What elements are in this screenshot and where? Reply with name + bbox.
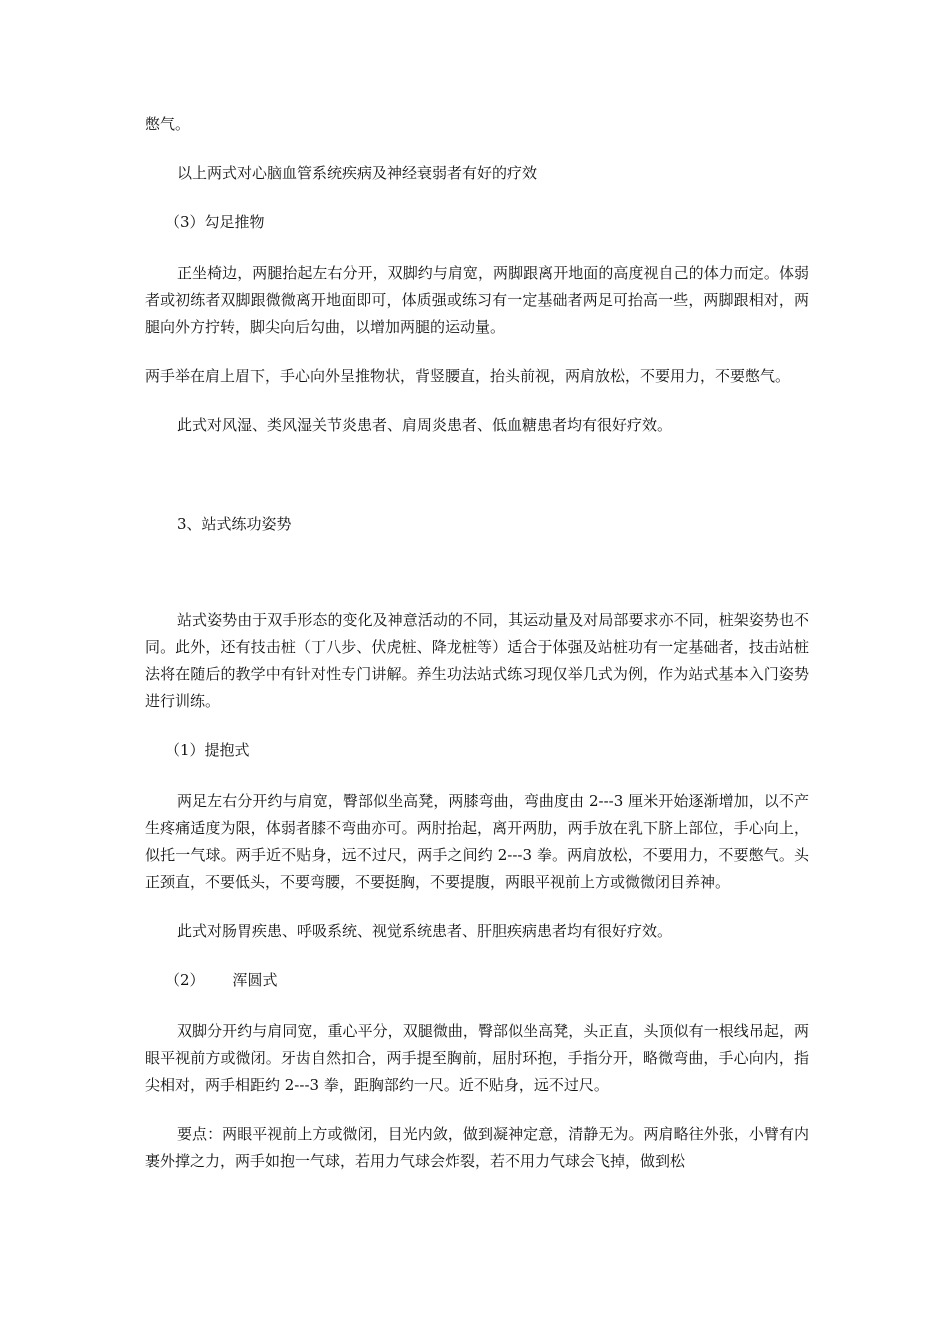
paragraph-hunyuan-description: 双脚分开约与肩同宽，重心平分，双腿微曲，臀部似坐高凳，头正直，头顶似有一根线吊起，两眼平视前方或微闭。牙齿自然扣合，两手提至胸前，屈肘环抱，手指分开，略微弯曲，手心向内，指尖相对，两手相距约 2---3 拳，距胸部约一尺。近不贴身，远不过尺。 (145, 1022, 809, 1094)
heading-standing-postures: 3、站式练功姿势 (177, 515, 292, 533)
heading-tibao-shi: （1）提抱式 (165, 741, 250, 759)
list-marker: （2） (165, 971, 205, 989)
paragraph-hands-position: 两手举在肩上眉下，手心向外呈推物状，背竖腰直，抬头前视，两肩放松，不要用力，不要憋气。 (145, 367, 791, 385)
paragraph-key-points: 要点：两眼平视前上方或微闭，目光内敛，做到凝神定意，清静无为。两肩略往外张，小臂有内裹外撑之力，两手如抱一气球，若用力气球会炸裂，若不用力气球会飞掉，做到松 (145, 1125, 809, 1170)
heading-hunyuan-shi (145, 967, 809, 994)
document-body (145, 111, 809, 1175)
paragraph-summary-1: 以上两式对心脑血管系统疾病及神经衰弱者有好的疗效 (177, 164, 538, 182)
paragraph-continuation: 憋气。 (145, 115, 191, 133)
paragraph-effect-2: 此式对肠胃疾患、呼吸系统、视觉系统患者、肝胆疾病患者均有很好疗效。 (177, 922, 673, 940)
paragraph-effect-1: 此式对风湿、类风湿关节炎患者、肩周炎患者、低血糖患者均有很好疗效。 (177, 416, 673, 434)
paragraph-standing-intro: 站式姿势由于双手形态的变化及神意活动的不同，其运动量及对局部要求亦不同，桩架姿势也不同。此外，还有技击桩（丁八步、伏虎桩、降龙桩等）适合于体强及站桩功有一定基础者，技击站桩法将在随后的教学中有针对性专门讲解。养生功法站式练习现仅举几式为例，作为站式基本入门姿势进行训练。 (145, 611, 809, 710)
paragraph-gouzu-description: 正坐椅边，两腿抬起左右分开，双脚约与肩宽，两脚跟离开地面的高度视自己的体力而定。体弱者或初练者双脚跟微微离开地面即可，体质强或练习有一定基础者两足可抬高一些，两脚跟相对，两腿向外方拧转，脚尖向后勾曲，以增加两腿的运动量。 (145, 264, 809, 336)
paragraph-tibao-description: 两足左右分开约与肩宽，臀部似坐高凳，两膝弯曲，弯曲度由 2---3 厘米开始逐渐增加，以不产生疼痛适度为限，体弱者膝不弯曲亦可。两肘抬起，离开两肋，两手放在乳下脐上部位，手心向上，似托一气球。两手近不贴身，远不过尺，两手之间约 2---3 拳。两肩放松，不要用力，不要憋气。头正颈直，不要低头，不要弯腰，不要挺胸，不要提腹，两眼平视前上方或微微闭目养神。 (145, 792, 809, 891)
heading-hunyuan-label: 浑圆式 (232, 971, 278, 989)
heading-gouzu-tuiwu: （3）勾足推物 (165, 213, 265, 231)
